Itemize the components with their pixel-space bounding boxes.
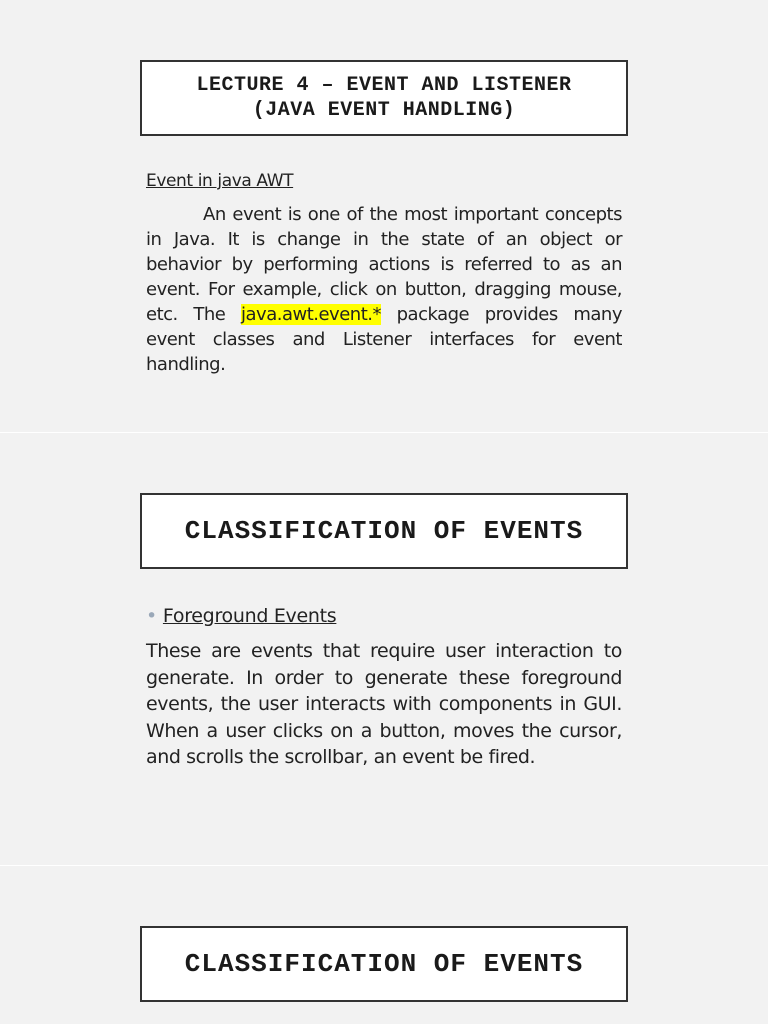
slide-2-bullet bbox=[146, 603, 336, 629]
slide-2-paragraph: These are events that require user interaction to generate. In order to generate these foreground events, the user interacts with components in GUI. When a user clicks on a button, moves the cursor, and scrolls the scrollbar, an event be fired. bbox=[146, 640, 622, 768]
slide-1 bbox=[0, 0, 768, 432]
slide-1-subheading: Event in java AWT bbox=[146, 171, 294, 191]
slide-1-paragraph bbox=[146, 202, 622, 377]
slide-2-bullet-text: Foreground Events bbox=[162, 605, 337, 627]
paragraph-part-2: package provides many event classes and Listener interfaces for event handling. bbox=[146, 304, 622, 375]
slide-1-title bbox=[140, 60, 628, 136]
slide-2-title: CLASSIFICATION OF EVENTS bbox=[140, 493, 628, 569]
bullet-dot-icon: • bbox=[146, 605, 157, 627]
highlighted-package-name: java.awt.event.* bbox=[241, 304, 381, 325]
slide-3-title: CLASSIFICATION OF EVENTS bbox=[140, 926, 628, 1002]
slide-3 bbox=[0, 866, 768, 1024]
slide-1-title-line-2: (JAVA EVENT HANDLING) bbox=[252, 99, 516, 122]
slide-1-title-line-1: LECTURE 4 – EVENT AND LISTENER bbox=[196, 74, 572, 97]
paragraph-part-1: An event is one of the most important concepts in Java. It is change in the state of an object or behavior by performing actions is referred to as an event. For example, click on button, dragging mouse, etc. The bbox=[146, 204, 622, 325]
